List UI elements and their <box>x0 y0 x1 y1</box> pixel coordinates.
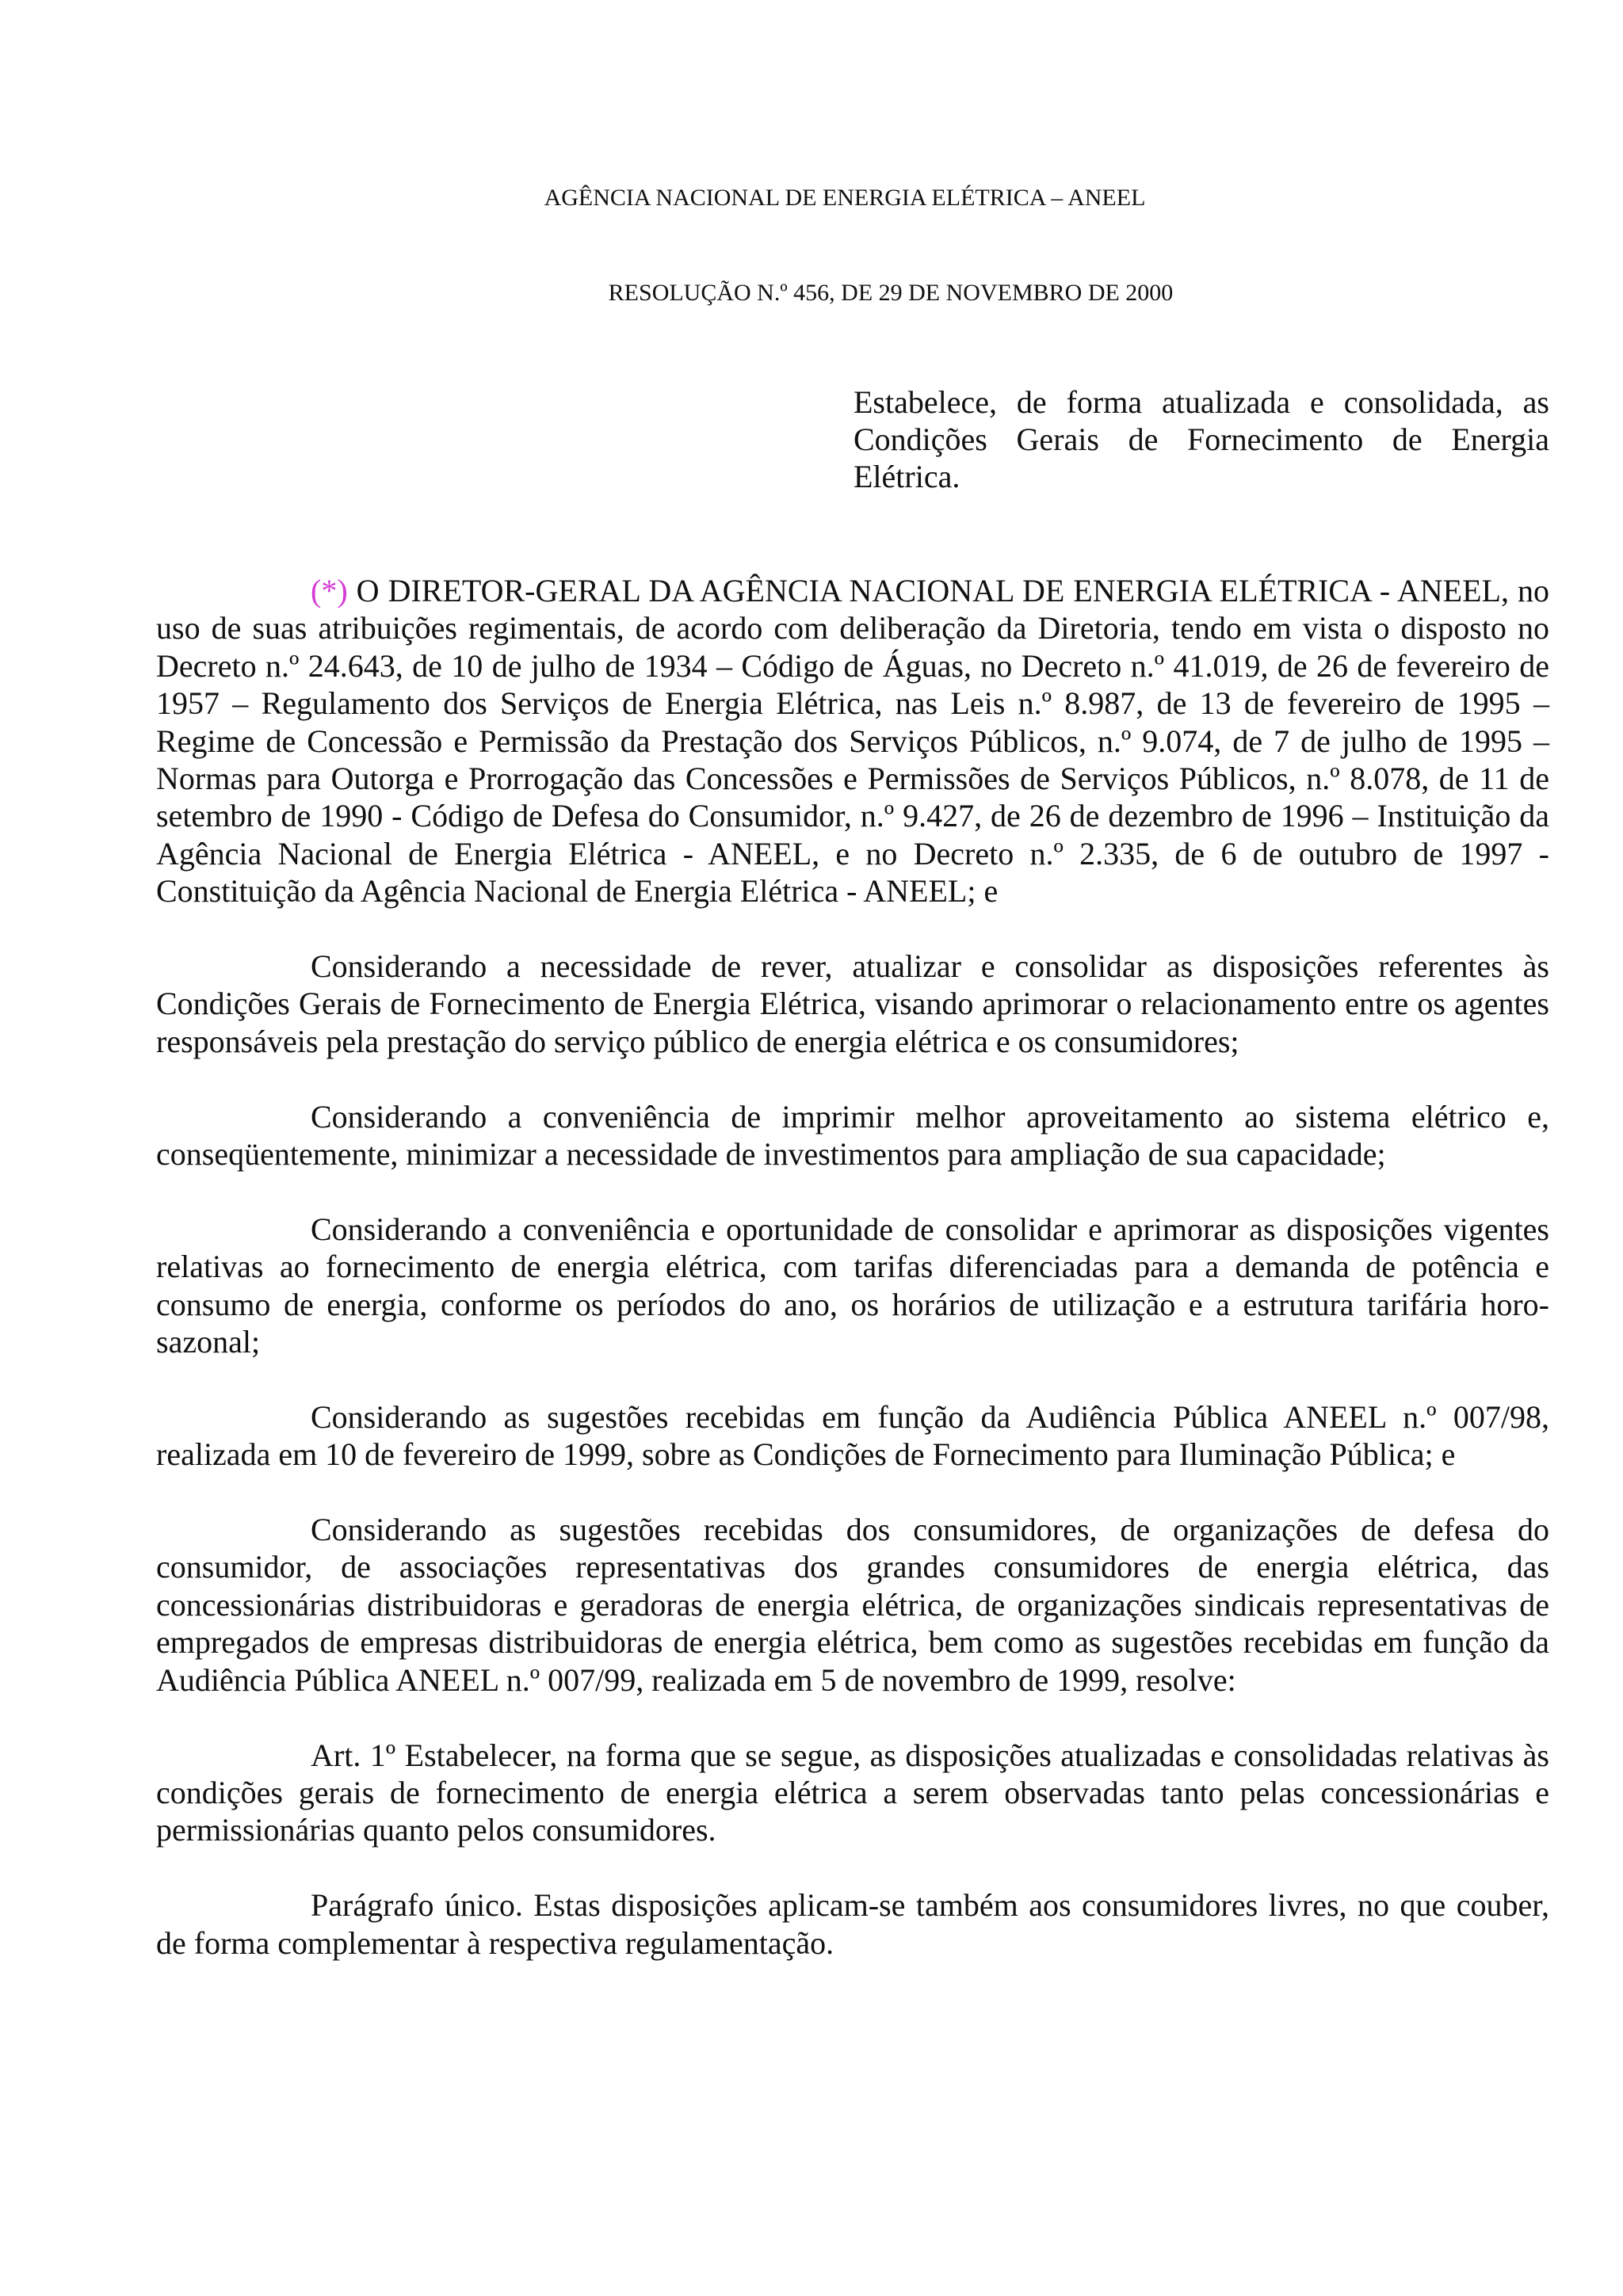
considerando-paragraph: Considerando a conveniência de imprimir melhor aproveitamento ao sistema elétrico e, conseqüentemente, minimizar a necessidade de investimentos para ampliação de sua capacidade; <box>156 1098 1549 1173</box>
preamble-text: O DIRETOR-GERAL DA AGÊNCIA NACIONAL DE ENERGIA ELÉTRICA - ANEEL, no uso de suas atribuições regimentais, de acordo com deliberação da Diretoria, tendo em vista o disposto no Decreto n.º 24.643, de 10 de julho de 1934 – Código de Águas, no Decreto n.º 41.019, de 26 de fevereiro de 1957 – Regulamento dos Serviços de Energia Elétrica, nas Leis n.º 8.987, de 13 de fevereiro de 1995 – Regime de Concessão e Permissão da Prestação dos Serviços Públicos, n.º 9.074, de 7 de julho de 1995 – Normas para Outorga e Prorrogação das Concessões e Permissões de Serviços Públicos, n.º 8.078, de 11 de setembro de 1990 - Código de Defesa do Consumidor, n.º 9.427, de 26 de dezembro de 1996 – Instituição da Agência Nacional de Energia Elétrica - ANEEL, e no Decreto n.º 2.335, de 6 de outubro de 1997 - Constituição da Agência Nacional de Energia Elétrica - ANEEL; e <box>156 573 1550 910</box>
paragrafo-unico: Parágrafo único. Estas disposições aplicam-se também aos consumidores livres, no que couber, de forma complementar à respectiva regulamentação. <box>156 1887 1549 1961</box>
resolution-title: RESOLUÇÃO N.º 456, DE 29 DE NOVEMBRO DE 2000 <box>608 280 1174 306</box>
agency-title: AGÊNCIA NACIONAL DE ENERGIA ELÉTRICA – ANEEL <box>544 185 1146 211</box>
considerando-paragraph: Considerando as sugestões recebidas em função da Audiência Pública ANEEL n.º 007/98, realizada em 10 de fevereiro de 1999, sobre as Condições de Fornecimento para Iluminação Pública; e <box>156 1398 1549 1473</box>
considerando-paragraph: Considerando as sugestões recebidas dos consumidores, de organizações de defesa do consumidor, de associações representativas dos grandes consumidores de energia elétrica, das concessionárias distribuidoras e geradoras de energia elétrica, de organizações sindicais representativas de empregados de empresas distribuidoras de energia elétrica, bem como as sugestões recebidas em função da Audiência Pública ANEEL n.º 007/99, realizada em 5 de novembro de 1999, resolve: <box>156 1512 1549 1698</box>
considerando-paragraph: Considerando a necessidade de rever, atualizar e consolidar as disposições referentes às Condições Gerais de Fornecimento de Energia Elétrica, visando aprimorar o relacionamento entre os agentes responsáveis pela prestação do serviço público de energia elétrica e os consumidores; <box>156 948 1549 1059</box>
asterisk-marker: (*) <box>311 573 348 608</box>
ementa: Estabelece, de forma atualizada e consolidada, as Condições Gerais de Fornecimento de Energia Elétrica. <box>854 384 1549 494</box>
preamble-paragraph <box>156 572 1549 910</box>
document-body <box>156 572 1549 1999</box>
considerando-paragraph: Considerando a conveniência e oportunidade de consolidar e aprimorar as disposições vigentes relativas ao fornecimento de energia elétrica, com tarifas diferenciadas para a demanda de potência e consumo de energia, conforme os períodos do ano, os horários de utilização e a estrutura tarifária horo-sazonal; <box>156 1211 1549 1360</box>
article-1-paragraph: Art. 1º Estabelecer, na forma que se segue, as disposições atualizadas e consolidadas relativas às condições gerais de fornecimento de energia elétrica a serem observadas tanto pelas concessionárias e permissionárias quanto pelos consumidores. <box>156 1737 1549 1848</box>
